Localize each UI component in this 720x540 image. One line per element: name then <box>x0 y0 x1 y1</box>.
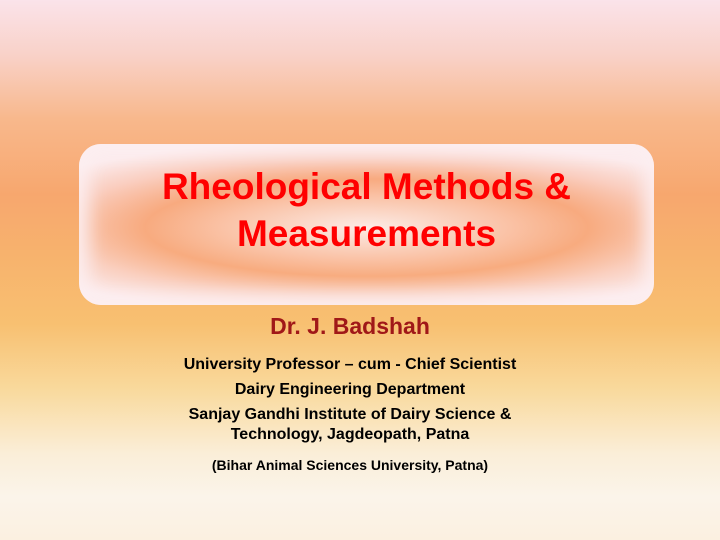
author-position: University Professor – cum - Chief Scientist <box>183 356 517 373</box>
institute-line-2: Technology, Jagdeopath, Patna <box>230 426 470 443</box>
author-name: Dr. J. Badshah <box>270 313 430 339</box>
title-line-2: Measurements <box>236 213 497 254</box>
department: Dairy Engineering Department <box>234 381 466 398</box>
slide-title <box>79 163 654 257</box>
university: (Bihar Animal Sciences University, Patna) <box>211 457 489 473</box>
institute-line-1: Sanjay Gandhi Institute of Dairy Science & <box>188 406 512 423</box>
title-line-1: Rheological Methods & <box>161 166 572 207</box>
